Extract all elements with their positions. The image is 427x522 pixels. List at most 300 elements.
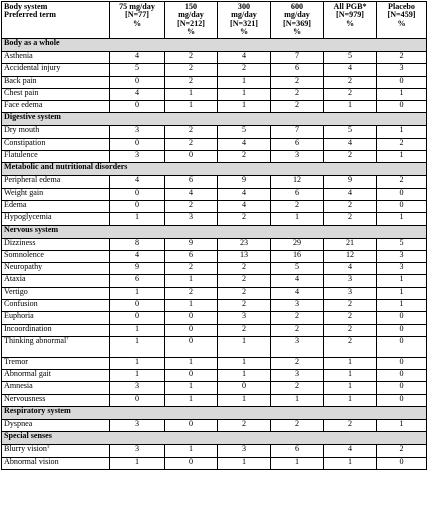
value-cell: 2 (271, 420, 324, 432)
value-cell: 1 (271, 394, 324, 406)
value-cell: 5 (324, 126, 377, 138)
value-cell: 4 (324, 64, 377, 76)
table-row (2, 101, 427, 113)
value-cell: 3 (377, 263, 427, 275)
term-cell (2, 275, 110, 287)
header-line: Placebo (388, 2, 415, 11)
section-title: Metabolic and nutritional disorders (2, 163, 427, 176)
header-line: % (186, 27, 196, 37)
term-label: Flatulence (4, 150, 38, 160)
value-cell: 0 (110, 312, 165, 324)
value-cell: 6 (271, 64, 324, 76)
term-label: Accidental injury (4, 63, 61, 73)
term-label: Blurry vision (4, 444, 47, 454)
table-row (2, 420, 427, 432)
value-cell: 1 (165, 101, 218, 113)
value-cell: 1 (110, 457, 165, 469)
table-row (2, 238, 427, 250)
term-cell (2, 126, 110, 138)
value-cell: 2 (377, 138, 427, 150)
term-label: Abnormal gait (4, 369, 51, 379)
value-cell: 0 (377, 312, 427, 324)
value-cell: 2 (218, 275, 271, 287)
term-cell (2, 238, 110, 250)
header-line: All PGB* (333, 2, 367, 11)
header-cell-dose-group (377, 2, 427, 39)
header-cell-dose-group (110, 2, 165, 39)
value-cell: 6 (110, 275, 165, 287)
term-cell (2, 51, 110, 63)
value-cell: 5 (110, 64, 165, 76)
value-cell: 3 (110, 445, 165, 457)
table-row (2, 287, 427, 299)
table-row (2, 370, 427, 382)
value-cell: 0 (377, 382, 427, 394)
table-row (2, 457, 427, 469)
term-label: Euphoria (4, 311, 34, 321)
value-cell: 2 (218, 213, 271, 225)
value-cell: 6 (165, 176, 218, 188)
value-cell: 1 (165, 299, 218, 311)
value-cell: 0 (165, 370, 218, 382)
term-label: Confusion (4, 298, 38, 308)
value-cell: 16 (271, 250, 324, 262)
section-row (2, 113, 427, 126)
value-cell: 1 (218, 370, 271, 382)
value-cell: 2 (165, 138, 218, 150)
table-row (2, 188, 427, 200)
value-cell: 0 (165, 324, 218, 336)
value-cell: 4 (110, 51, 165, 63)
value-cell: 4 (324, 188, 377, 200)
header-line: 75 mg/day (119, 2, 155, 11)
value-cell: 1 (110, 357, 165, 369)
value-cell: 3 (110, 420, 165, 432)
term-cell (2, 370, 110, 382)
value-cell: 1 (324, 101, 377, 113)
term-cell (2, 357, 110, 369)
value-cell: 3 (110, 382, 165, 394)
value-cell: 1 (218, 76, 271, 88)
value-cell: 2 (218, 151, 271, 163)
value-cell: 2 (324, 312, 377, 324)
value-cell: 4 (218, 138, 271, 150)
value-cell: 1 (218, 336, 271, 357)
value-cell: 2 (324, 336, 377, 357)
table-row (2, 76, 427, 88)
header-line: [N=459] (387, 10, 416, 20)
header-line: [N=77] (125, 10, 149, 20)
value-cell: 9 (165, 238, 218, 250)
header-line: [N=369] (283, 18, 311, 28)
value-cell: 1 (218, 394, 271, 406)
value-cell: 2 (165, 126, 218, 138)
value-cell: 1 (165, 394, 218, 406)
value-cell: 1 (324, 394, 377, 406)
value-cell: 2 (165, 51, 218, 63)
term-cell (2, 200, 110, 212)
term-cell (2, 287, 110, 299)
table-row (2, 250, 427, 262)
value-cell: 3 (377, 250, 427, 262)
value-cell: 0 (110, 188, 165, 200)
value-cell: 2 (218, 420, 271, 432)
table-row (2, 299, 427, 311)
value-cell: 8 (110, 238, 165, 250)
value-cell: 4 (271, 275, 324, 287)
section-row (2, 432, 427, 445)
header-line: % (345, 18, 355, 28)
header-line: % (239, 27, 249, 37)
table-row (2, 138, 427, 150)
value-cell: 1 (218, 88, 271, 100)
value-cell: 1 (165, 445, 218, 457)
header-line: 600 (290, 2, 304, 11)
term-cell (2, 176, 110, 188)
section-title: Digestive system (2, 113, 427, 126)
value-cell: 2 (324, 299, 377, 311)
value-cell: 2 (271, 357, 324, 369)
value-cell: 2 (165, 263, 218, 275)
value-cell: 1 (377, 151, 427, 163)
table-header (2, 2, 427, 39)
value-cell: 5 (377, 238, 427, 250)
header-line: mg/day (231, 10, 257, 20)
header-line: 300 (237, 2, 251, 11)
value-cell: 7 (271, 51, 324, 63)
header-line: % (292, 27, 302, 37)
value-cell: 0 (110, 394, 165, 406)
value-cell: 2 (271, 76, 324, 88)
value-cell: 2 (271, 324, 324, 336)
term-cell (2, 324, 110, 336)
value-cell: 2 (165, 76, 218, 88)
value-cell: 2 (377, 176, 427, 188)
value-cell: 0 (165, 312, 218, 324)
term-cell (2, 213, 110, 225)
header-line: Preferred term (4, 10, 57, 20)
value-cell: 5 (218, 126, 271, 138)
value-cell: 4 (324, 138, 377, 150)
table-row (2, 51, 427, 63)
header-line: [N=212] (177, 18, 205, 28)
value-cell: 2 (271, 101, 324, 113)
term-label: Vertigo (4, 286, 28, 296)
table-row (2, 200, 427, 212)
value-cell: 0 (377, 394, 427, 406)
value-cell: 12 (271, 176, 324, 188)
table-row (2, 357, 427, 369)
value-cell: 9 (110, 263, 165, 275)
value-cell: 12 (324, 250, 377, 262)
value-cell: 6 (271, 445, 324, 457)
value-cell: 1 (165, 382, 218, 394)
term-label: Back pain (4, 75, 37, 85)
table-row (2, 263, 427, 275)
term-cell (2, 336, 110, 357)
value-cell: 2 (377, 445, 427, 457)
term-label: Abnormal vision (4, 456, 59, 466)
value-cell: 3 (377, 64, 427, 76)
value-cell: 2 (271, 382, 324, 394)
value-cell: 2 (218, 324, 271, 336)
value-cell: 0 (377, 336, 427, 357)
value-cell: 9 (324, 176, 377, 188)
value-cell: 1 (324, 382, 377, 394)
header-line: mg/day (284, 10, 310, 20)
footnote-marker: † (66, 336, 69, 342)
term-cell (2, 151, 110, 163)
value-cell: 3 (271, 370, 324, 382)
term-label: Incoordination (4, 323, 52, 333)
value-cell: 0 (218, 382, 271, 394)
term-cell (2, 420, 110, 432)
section-row (2, 225, 427, 238)
value-cell: 4 (218, 200, 271, 212)
term-label: Nervousness (4, 393, 46, 403)
term-label: Weight gain (4, 187, 44, 197)
term-cell (2, 76, 110, 88)
table-row (2, 126, 427, 138)
term-label: Peripheral edema (4, 175, 61, 185)
value-cell: 2 (324, 151, 377, 163)
value-cell: 7 (271, 126, 324, 138)
value-cell: 1 (271, 457, 324, 469)
value-cell: 1 (377, 213, 427, 225)
header-line: mg/day (178, 10, 204, 20)
header-cell-dose-group (324, 2, 377, 39)
section-row (2, 407, 427, 420)
value-cell: 0 (377, 357, 427, 369)
term-label: Dry mouth (4, 125, 40, 135)
value-cell: 13 (218, 250, 271, 262)
value-cell: 2 (165, 64, 218, 76)
section-title: Respiratory system (2, 407, 427, 420)
value-cell: 0 (377, 188, 427, 200)
term-cell (2, 445, 110, 457)
value-cell: 2 (218, 299, 271, 311)
term-label: Somnolence (4, 249, 45, 259)
term-cell (2, 250, 110, 262)
term-cell (2, 64, 110, 76)
value-cell: 4 (110, 176, 165, 188)
value-cell: 1 (110, 336, 165, 357)
table-row (2, 382, 427, 394)
term-cell (2, 394, 110, 406)
value-cell: 5 (271, 263, 324, 275)
value-cell: 3 (218, 445, 271, 457)
table-row (2, 64, 427, 76)
value-cell: 1 (377, 420, 427, 432)
value-cell: 0 (165, 151, 218, 163)
term-label: Dyspnea (4, 419, 33, 429)
value-cell: 4 (110, 88, 165, 100)
value-cell: 2 (324, 76, 377, 88)
value-cell: 3 (165, 213, 218, 225)
value-cell: 0 (377, 370, 427, 382)
value-cell: 0 (377, 76, 427, 88)
section-row (2, 163, 427, 176)
value-cell: 0 (110, 200, 165, 212)
value-cell: 2 (324, 420, 377, 432)
value-cell: 0 (165, 336, 218, 357)
value-cell: 2 (218, 64, 271, 76)
term-cell (2, 188, 110, 200)
value-cell: 6 (165, 250, 218, 262)
section-row (2, 38, 427, 51)
value-cell: 2 (165, 200, 218, 212)
value-cell: 4 (324, 445, 377, 457)
header-line: % (132, 18, 142, 28)
value-cell: 4 (110, 250, 165, 262)
value-cell: 2 (271, 200, 324, 212)
term-cell (2, 101, 110, 113)
term-label: Chest pain (4, 87, 39, 97)
value-cell: 29 (271, 238, 324, 250)
value-cell: 1 (218, 457, 271, 469)
value-cell: 1 (324, 370, 377, 382)
value-cell: 1 (165, 357, 218, 369)
value-cell: 1 (218, 101, 271, 113)
header-line: Body system (4, 2, 48, 11)
header-cell-dose-group (271, 2, 324, 39)
value-cell: 0 (110, 76, 165, 88)
value-cell: 1 (165, 275, 218, 287)
term-label: Asthenia (4, 50, 33, 60)
value-cell: 4 (218, 51, 271, 63)
value-cell: 2 (324, 213, 377, 225)
value-cell: 3 (110, 151, 165, 163)
value-cell: 2 (324, 200, 377, 212)
table-body (2, 38, 427, 469)
value-cell: 3 (324, 287, 377, 299)
table-row (2, 176, 427, 188)
table-row (2, 213, 427, 225)
header-line: % (397, 18, 406, 28)
table-row (2, 324, 427, 336)
value-cell: 2 (218, 263, 271, 275)
table-row (2, 151, 427, 163)
term-cell (2, 138, 110, 150)
value-cell: 4 (218, 188, 271, 200)
term-cell (2, 299, 110, 311)
term-label: Neuropathy (4, 262, 43, 272)
term-label: Edema (4, 199, 27, 209)
value-cell: 3 (271, 299, 324, 311)
value-cell: 1 (271, 213, 324, 225)
term-label: Amnesia (4, 381, 33, 391)
value-cell: 3 (271, 336, 324, 357)
header-cell-body-system (2, 2, 110, 39)
value-cell: 1 (110, 213, 165, 225)
header-line: [N=321] (230, 18, 258, 28)
value-cell: 1 (110, 370, 165, 382)
value-cell: 5 (324, 51, 377, 63)
term-label: Ataxia (4, 274, 26, 284)
value-cell: 1 (377, 299, 427, 311)
value-cell: 21 (324, 238, 377, 250)
value-cell: 0 (110, 138, 165, 150)
value-cell: 2 (324, 88, 377, 100)
value-cell: 0 (377, 200, 427, 212)
table-row (2, 336, 427, 357)
value-cell: 1 (377, 126, 427, 138)
value-cell: 0 (377, 457, 427, 469)
value-cell: 2 (165, 287, 218, 299)
value-cell: 6 (271, 188, 324, 200)
value-cell: 2 (324, 324, 377, 336)
value-cell: 1 (324, 357, 377, 369)
value-cell: 0 (377, 101, 427, 113)
value-cell: 0 (110, 299, 165, 311)
header-cell-dose-group (165, 2, 218, 39)
value-cell: 2 (377, 51, 427, 63)
footnote-marker: ‡ (46, 444, 50, 450)
header-cell-dose-group (218, 2, 271, 39)
table-row (2, 88, 427, 100)
section-title: Special senses (2, 432, 427, 445)
header-row (2, 2, 427, 39)
term-label: Face edema (4, 100, 43, 110)
term-label: Constipation (4, 137, 46, 147)
adverse-reactions-table (1, 1, 427, 470)
term-label: Dizziness (4, 237, 36, 247)
term-cell (2, 457, 110, 469)
value-cell: 1 (377, 287, 427, 299)
value-cell: 3 (218, 312, 271, 324)
value-cell: 0 (377, 324, 427, 336)
section-title: Body as a whole (2, 38, 427, 51)
value-cell: 4 (271, 287, 324, 299)
value-cell: 1 (377, 275, 427, 287)
term-label: Tremor (4, 356, 28, 366)
value-cell: 2 (271, 312, 324, 324)
value-cell: 1 (110, 324, 165, 336)
value-cell: 9 (218, 176, 271, 188)
value-cell: 2 (218, 287, 271, 299)
value-cell: 4 (324, 263, 377, 275)
value-cell: 0 (110, 101, 165, 113)
value-cell: 4 (165, 188, 218, 200)
table-row (2, 275, 427, 287)
value-cell: 1 (165, 88, 218, 100)
value-cell: 1 (218, 357, 271, 369)
header-line: [N=979] (336, 10, 364, 20)
value-cell: 0 (165, 457, 218, 469)
value-cell: 1 (110, 287, 165, 299)
section-title: Nervous system (2, 225, 427, 238)
header-line: 150 (184, 2, 198, 11)
term-cell (2, 382, 110, 394)
value-cell: 0 (165, 420, 218, 432)
value-cell: 3 (271, 151, 324, 163)
table-row (2, 312, 427, 324)
term-cell (2, 312, 110, 324)
value-cell: 23 (218, 238, 271, 250)
value-cell: 2 (271, 88, 324, 100)
term-label: Hypoglycemia (4, 212, 52, 222)
term-cell (2, 263, 110, 275)
value-cell: 3 (324, 275, 377, 287)
term-label: Thinking abnormal (4, 335, 67, 345)
value-cell: 6 (271, 138, 324, 150)
value-cell: 1 (324, 457, 377, 469)
term-cell (2, 88, 110, 100)
table-row (2, 445, 427, 457)
value-cell: 3 (110, 126, 165, 138)
table-row (2, 394, 427, 406)
value-cell: 1 (377, 88, 427, 100)
